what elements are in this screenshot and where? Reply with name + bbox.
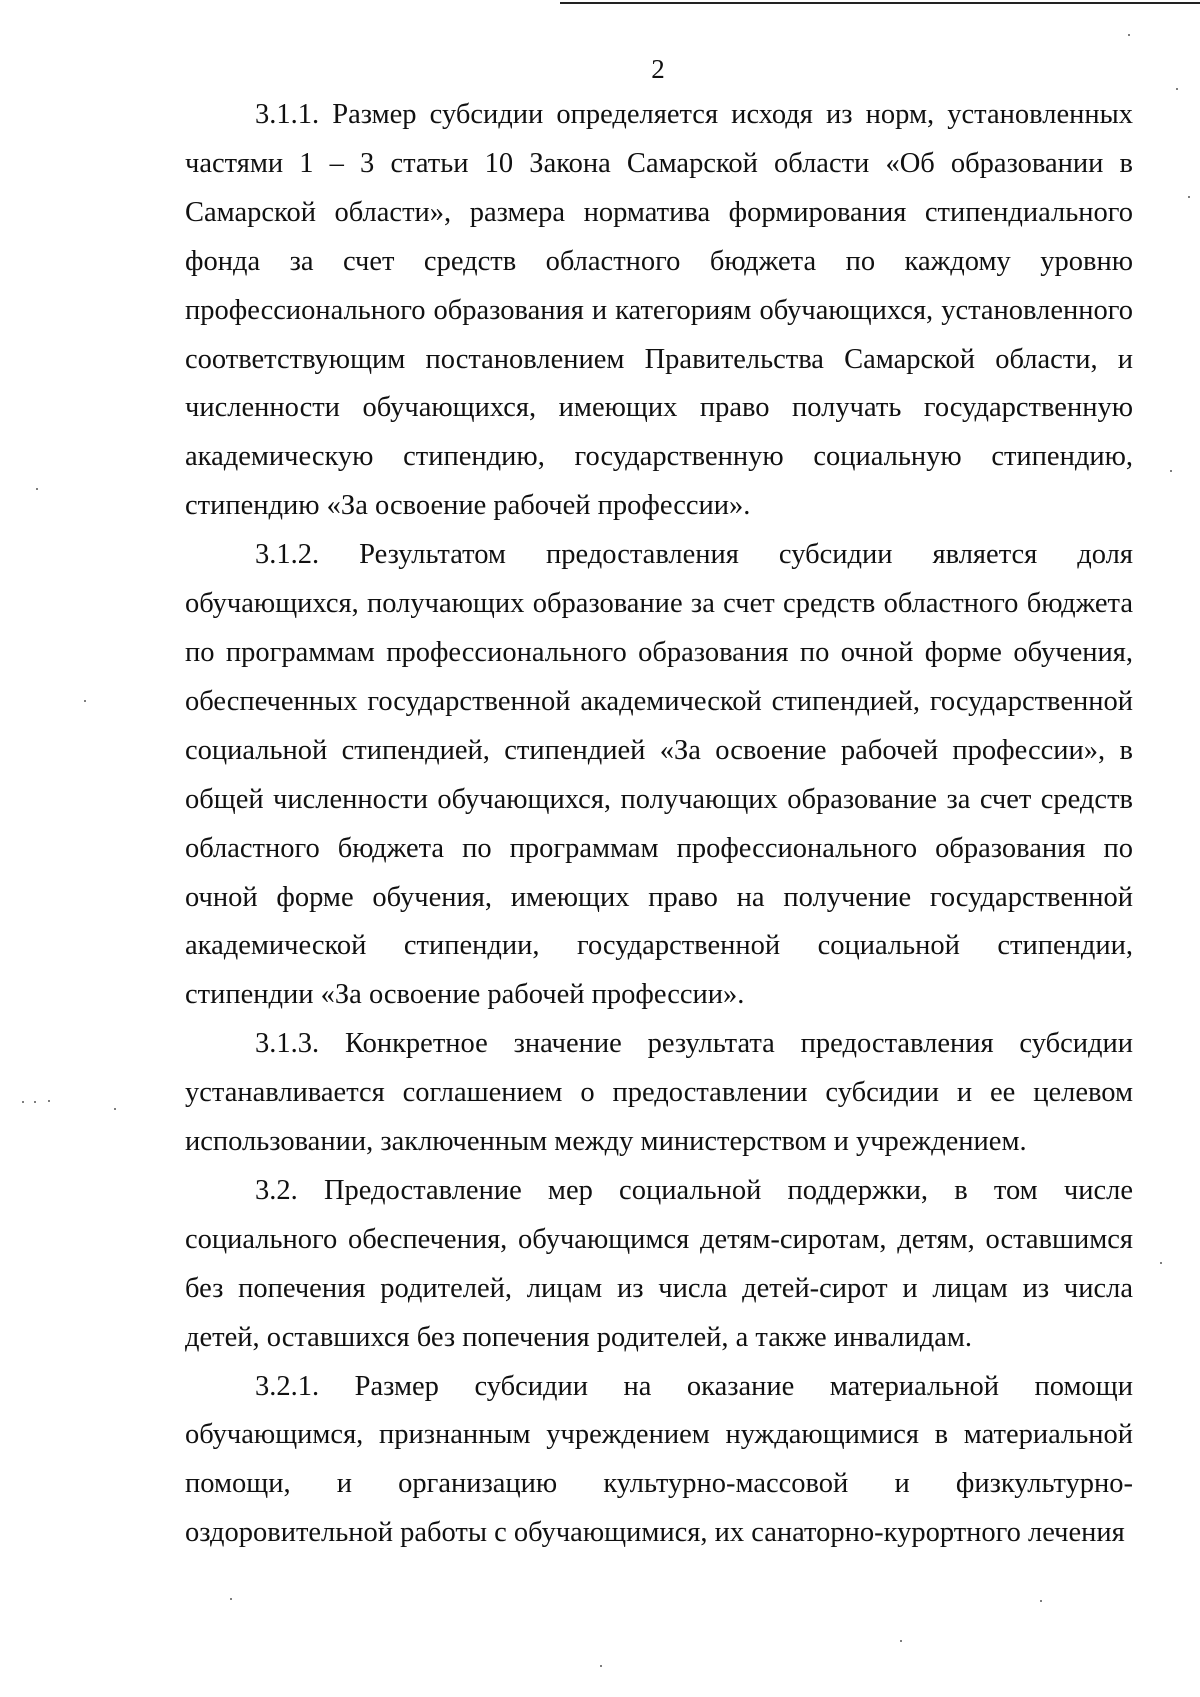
scan-speck [600, 1665, 602, 1667]
scan-speck [1170, 470, 1172, 472]
page-number: 2 [651, 54, 665, 84]
paragraph-3-2: 3.2. Предоставление мер социальной поддержки, в том числе социального обеспечения, обучающимся детям-сиротам, детям, оставшимся без попечения родителей, лицам из числа детей-сирот и лицам из числа детей, оставшихся без попечения родителей, а также инвалидам. [185, 1174, 1133, 1353]
scan-speck [1188, 196, 1190, 198]
scan-speck [1176, 88, 1178, 90]
scan-speck [48, 1100, 50, 1102]
scan-speck [230, 1598, 232, 1600]
top-border-line [560, 2, 1200, 4]
paragraph-3-2-1: 3.2.1. Размер субсидии на оказание материальной помощи обучающимся, признанным учреждением нуждающимися в материальной помощи, и организацию культурно-массовой и физкультурно-оздоровительной работы с обучающимися, их санаторно-курортного лечения [185, 1370, 1133, 1549]
paragraph-3-1-2: 3.1.2. Результатом предоставления субсидии является доля обучающихся, получающих образование за счет средств областного бюджета по программам профессионального образования по очной форме обучения, обеспеченных государственной академической стипендией, государственной социальной стипендией, стипендией «За освоение рабочей профессии», в общей численности обучающихся, получающих образование за счет средств областного бюджета по программам профессионального образования по очной форме обучения, имеющих право на получение государственной академической стипендии, государственной социальной стипендии, стипендии «За освоение рабочей профессии». [185, 539, 1133, 1011]
scan-speck [22, 1101, 24, 1103]
scan-speck [84, 700, 86, 702]
scan-speck [34, 1101, 36, 1103]
scan-speck [900, 1640, 902, 1642]
scan-speck [1160, 1262, 1162, 1264]
document-body [185, 91, 1133, 1558]
paragraph-3-1-1: 3.1.1. Размер субсидии определяется исходя из норм, установленных частями 1 – 3 статьи 10 Закона Самарской области «Об образовании в Самарской области», размера норматива формирования стипендиального фонда за счет средств областного бюджета по каждому уровню профессионального образования и категориям обучающихся, установленного соответствующим постановлением Правительства Самарской области, и численности обучающихся, имеющих право получать государственную академическую стипендию, государственную социальную стипендию, стипендию «За освоение рабочей профессии». [185, 99, 1133, 522]
scan-speck [1040, 1600, 1042, 1602]
scan-speck [114, 1108, 116, 1110]
scan-speck [1128, 34, 1130, 36]
paragraph-3-1-3: 3.1.3. Конкретное значение результата предоставления субсидии устанавливается соглашением о предоставлении субсидии и ее целевом использовании, заключенным между министерством и учреждением. [185, 1028, 1133, 1158]
scan-speck [36, 488, 38, 490]
